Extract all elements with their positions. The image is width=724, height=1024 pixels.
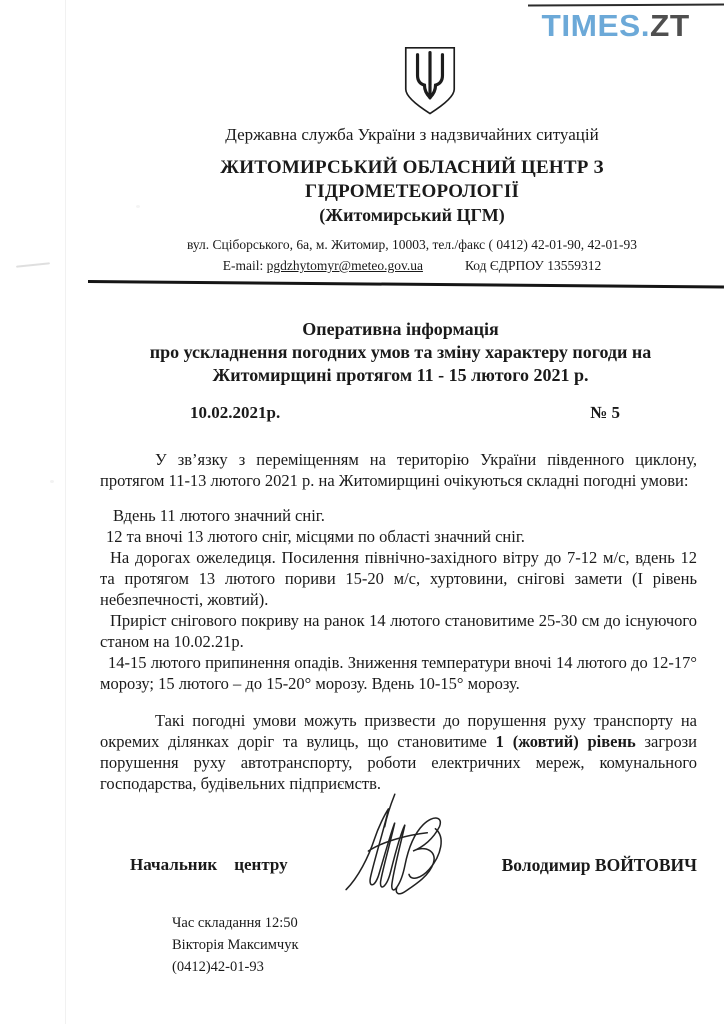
paragraph-snow-11feb: Вдень 11 лютого значний сніг. bbox=[113, 506, 325, 525]
logo-times-text: TIMES. bbox=[541, 8, 651, 43]
letterhead-divider-rule bbox=[88, 280, 724, 289]
logo-zt-text: ZT bbox=[650, 8, 690, 43]
title-line-2: про ускладнення погодних умов та зміну характеру погоди на bbox=[149, 342, 652, 362]
agency-name: Державна служба України з надзвичайних ситуацій bbox=[225, 125, 599, 144]
footer-block bbox=[172, 912, 724, 978]
meta-row bbox=[190, 402, 620, 423]
scan-fold-line bbox=[65, 0, 66, 1024]
email-label: E-mail: bbox=[222, 258, 267, 273]
scan-top-edge-line bbox=[528, 3, 724, 6]
times-zt-watermark-logo bbox=[542, 8, 690, 44]
document-body bbox=[100, 449, 697, 794]
warning-text-after: загрози порушення руху автотранспорту, роботи електричних мереж, комунального господарства, будівельних підприємств. bbox=[100, 732, 697, 793]
paragraph-temperature-drop: 14-15 лютого припинення опадів. Зниження температури вночі 14 лютого до 12-17° морозу; 15 лютого – до 15-20° морозу. Вдень 10-15° морозу. bbox=[100, 653, 697, 693]
compiler-name: Вікторія Максимчук bbox=[172, 937, 299, 953]
title-line-3: Житомирщині протягом 11 - 15 лютого 2021 р. bbox=[212, 365, 589, 385]
warning-level-bold: 1 (жовтий) рівень bbox=[495, 732, 636, 751]
scan-speck bbox=[50, 480, 54, 483]
address-line: вул. Сціборського, 6а, м. Житомир, 10003, тел./факс ( 0412) 42-01-90, 42-01-93 bbox=[186, 237, 638, 252]
scan-speck bbox=[136, 205, 140, 208]
organization-short-name: (Житомирський ЦГМ) bbox=[319, 205, 505, 225]
document-date: 10.02.2021р. bbox=[190, 403, 281, 422]
document-title bbox=[104, 318, 697, 387]
warning-text-before: Такі погодні умови можуть призвести до порушення руху транспорту на окремих ділянках доріг та вулиць, що становитиме bbox=[100, 711, 697, 751]
title-line-1: Оперативна інформація bbox=[302, 319, 499, 339]
handwritten-signature bbox=[338, 792, 480, 904]
document-number: № 5 bbox=[590, 403, 620, 422]
email-row bbox=[120, 257, 704, 275]
compiler-phone: (0412)42-01-93 bbox=[172, 959, 264, 975]
paragraph-warning-level bbox=[100, 710, 697, 794]
paragraph-intro: У зв’язку з переміщенням на територію України південного циклону, протягом 11-13 лютого 2021 р. на Житомирщині очікуються складні погодні умови: bbox=[100, 450, 697, 490]
compilation-time: Час складання 12:50 bbox=[172, 915, 298, 931]
letterhead bbox=[120, 45, 704, 275]
signer-name: Володимир ВОЙТОВИЧ bbox=[501, 854, 697, 875]
signature-row bbox=[130, 834, 697, 896]
scan-speck bbox=[16, 262, 50, 268]
signer-position: Начальник центру bbox=[130, 855, 288, 874]
email-link[interactable]: pgdzhytomyr@meteo.gov.ua bbox=[266, 258, 423, 273]
paragraph-snow-accumulation: Приріст снігового покриву на ранок 14 лютого становитиме 25-30 см до існуючого станом на 10.02.21р. bbox=[100, 611, 697, 651]
paragraph-ice-wind: На дорогах ожеледиця. Посилення північно-західного вітру до 7-12 м/с, вдень 12 та протягом 13 лютого пориви 15-20 м/с, хуртовини, снігові замети (І рівень небезпечності, жовтий). bbox=[100, 548, 697, 609]
paragraph-snow-12-13feb: 12 та вночі 13 лютого сніг, місцями по області значний сніг. bbox=[106, 527, 525, 546]
organization-name: ЖИТОМИРСЬКИЙ ОБЛАСНИЙ ЦЕНТР З ГІДРОМЕТЕОРОЛОГІЇ bbox=[220, 157, 604, 202]
ukraine-trident-emblem-icon bbox=[387, 45, 473, 117]
edrpou-code: Код ЄДРПОУ 13559312 bbox=[464, 258, 602, 273]
